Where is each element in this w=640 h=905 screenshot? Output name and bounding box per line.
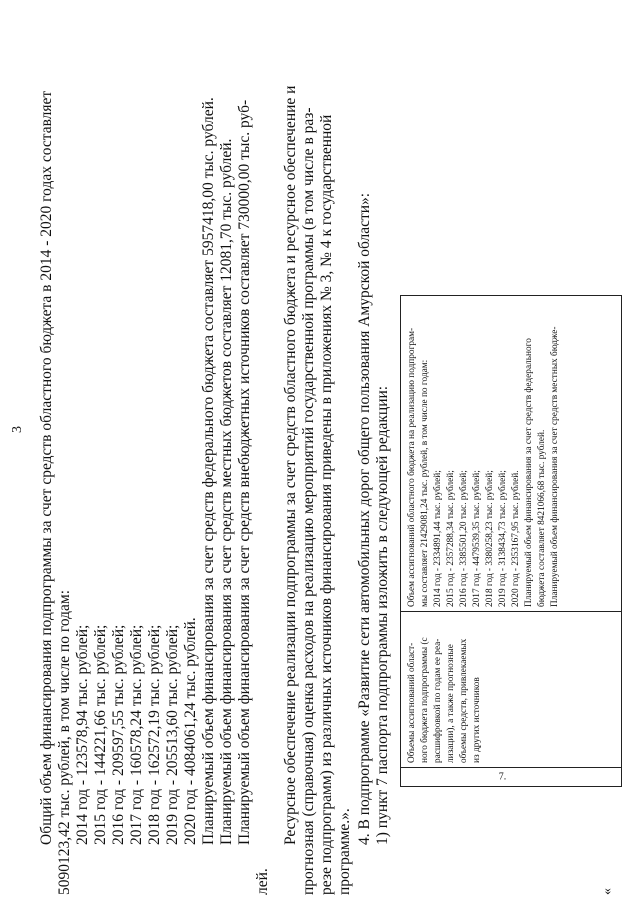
paragraph-line: 2014 год - 123578,94 тыс. рублей;	[74, 624, 91, 845]
paragraph-line: Планируемый объем финансирования за счет средств внебюджетных источников составляет 730000,00 тыс. руб-	[236, 99, 253, 845]
cell-line: 2017 год - 4479539,35 тыс. рублей;	[472, 470, 482, 607]
paragraph-line: программе.».	[336, 808, 353, 895]
cell-line: Объем ассигнований областного бюджета на реализацию подпрограм-	[407, 327, 417, 607]
cell-line: Планируемый объем финансирования за счет средств местных бюдже-	[550, 326, 560, 607]
paragraph-line: 2018 год - 162572,19 тыс. рублей;	[146, 624, 163, 845]
paragraph-line: 2019 год - 205513,60 тыс. рублей;	[164, 624, 181, 845]
table-label-cell	[401, 611, 621, 767]
cell-line: объемы средств, привлекаемых	[459, 638, 469, 763]
paragraph-line: прогнозная (справочная) оценка расходов на реализацию мероприятий государственной программы (в том числе в раз-	[300, 107, 317, 895]
paragraph-line: Планируемый объем финансирования за счет средств федерального бюджета составляет 5957418,00 тыс. рублей.	[200, 97, 217, 845]
paragraph-line: 5090123,42 тыс. рублей, в том числе по годам:	[56, 589, 73, 895]
opening-quote: «	[600, 888, 615, 895]
paragraph-line: Общий объем финансирования подпрограммы за счет средств областного бюджета в 2014 - 2020 годах составляет	[38, 90, 55, 845]
table-number-cell	[401, 767, 621, 786]
cell-line: Планируемый объем финансирования за счет средств федерального	[524, 338, 534, 607]
page-number: 3	[10, 426, 25, 433]
cell-line: 2015 год - 2357288,34 тыс. рублей;	[446, 470, 456, 607]
paragraph-line: Ресурсное обеспечение реализации подпрограммы за счет средств областного бюджета и ресурсное обеспечение и	[282, 85, 299, 845]
table-row-number: 7.	[498, 771, 507, 783]
cell-line: 2018 год - 3380258,23 тыс. рублей;	[485, 470, 495, 607]
cell-line: лизации), а также прогнозные	[446, 644, 456, 763]
paragraph-line: 1) пункт 7 паспорта подпрограммы изложить в следующей редакции:	[374, 385, 391, 845]
paragraph-line: лей.	[254, 868, 271, 895]
cell-line: 2019 год - 3138434,73 тыс. рублей;	[498, 470, 508, 607]
cell-line: бюджета составляет 8421066,68 тыс. рублей.	[537, 429, 547, 607]
cell-line: 2016 год - 3385501,20 тыс. рублей;	[459, 470, 469, 607]
table-value-cell	[401, 296, 621, 611]
paragraph-line: 2016 год - 209597,55 тыс. рублей;	[110, 624, 127, 845]
paragraph-line: 2017 год - 160578,24 тыс. рублей;	[128, 624, 145, 845]
paragraph-line: Планируемый объем финансирования за счет средств местных бюджетов составляет 12081,70 тыс. рублей.	[218, 138, 235, 845]
paragraph-line: 2020 год - 4084061,24 тыс. рублей.	[182, 617, 199, 845]
cell-line: мы составляет 21429081,24 тыс. рублей, в том числе по годам:	[420, 359, 430, 607]
paragraph-line: 2015 год - 144221,66 тыс. рублей;	[92, 624, 109, 845]
cell-line: из других источников	[472, 677, 482, 763]
passport-table	[400, 295, 622, 787]
paragraph-line: 4. В подпрограмме «Развитие сети автомобильных дорог общего пользования Амурской области»:	[356, 192, 373, 845]
cell-line: 2014 год - 2334891,44 тыс. рублей;	[433, 470, 443, 607]
cell-line: расшифровкой по годам ее реа-	[433, 638, 443, 763]
cell-line: 2020 год - 2353167,95 тыс. рублей.	[511, 470, 521, 607]
paragraph-line: резе подпрограмм) из различных источников финансирования приведены в приложениях № 3, № 4 к государственной	[318, 114, 335, 895]
cell-line: ного бюджета подпрограммы (с	[420, 637, 430, 763]
cell-line: Объемы ассигнований област-	[407, 642, 417, 763]
